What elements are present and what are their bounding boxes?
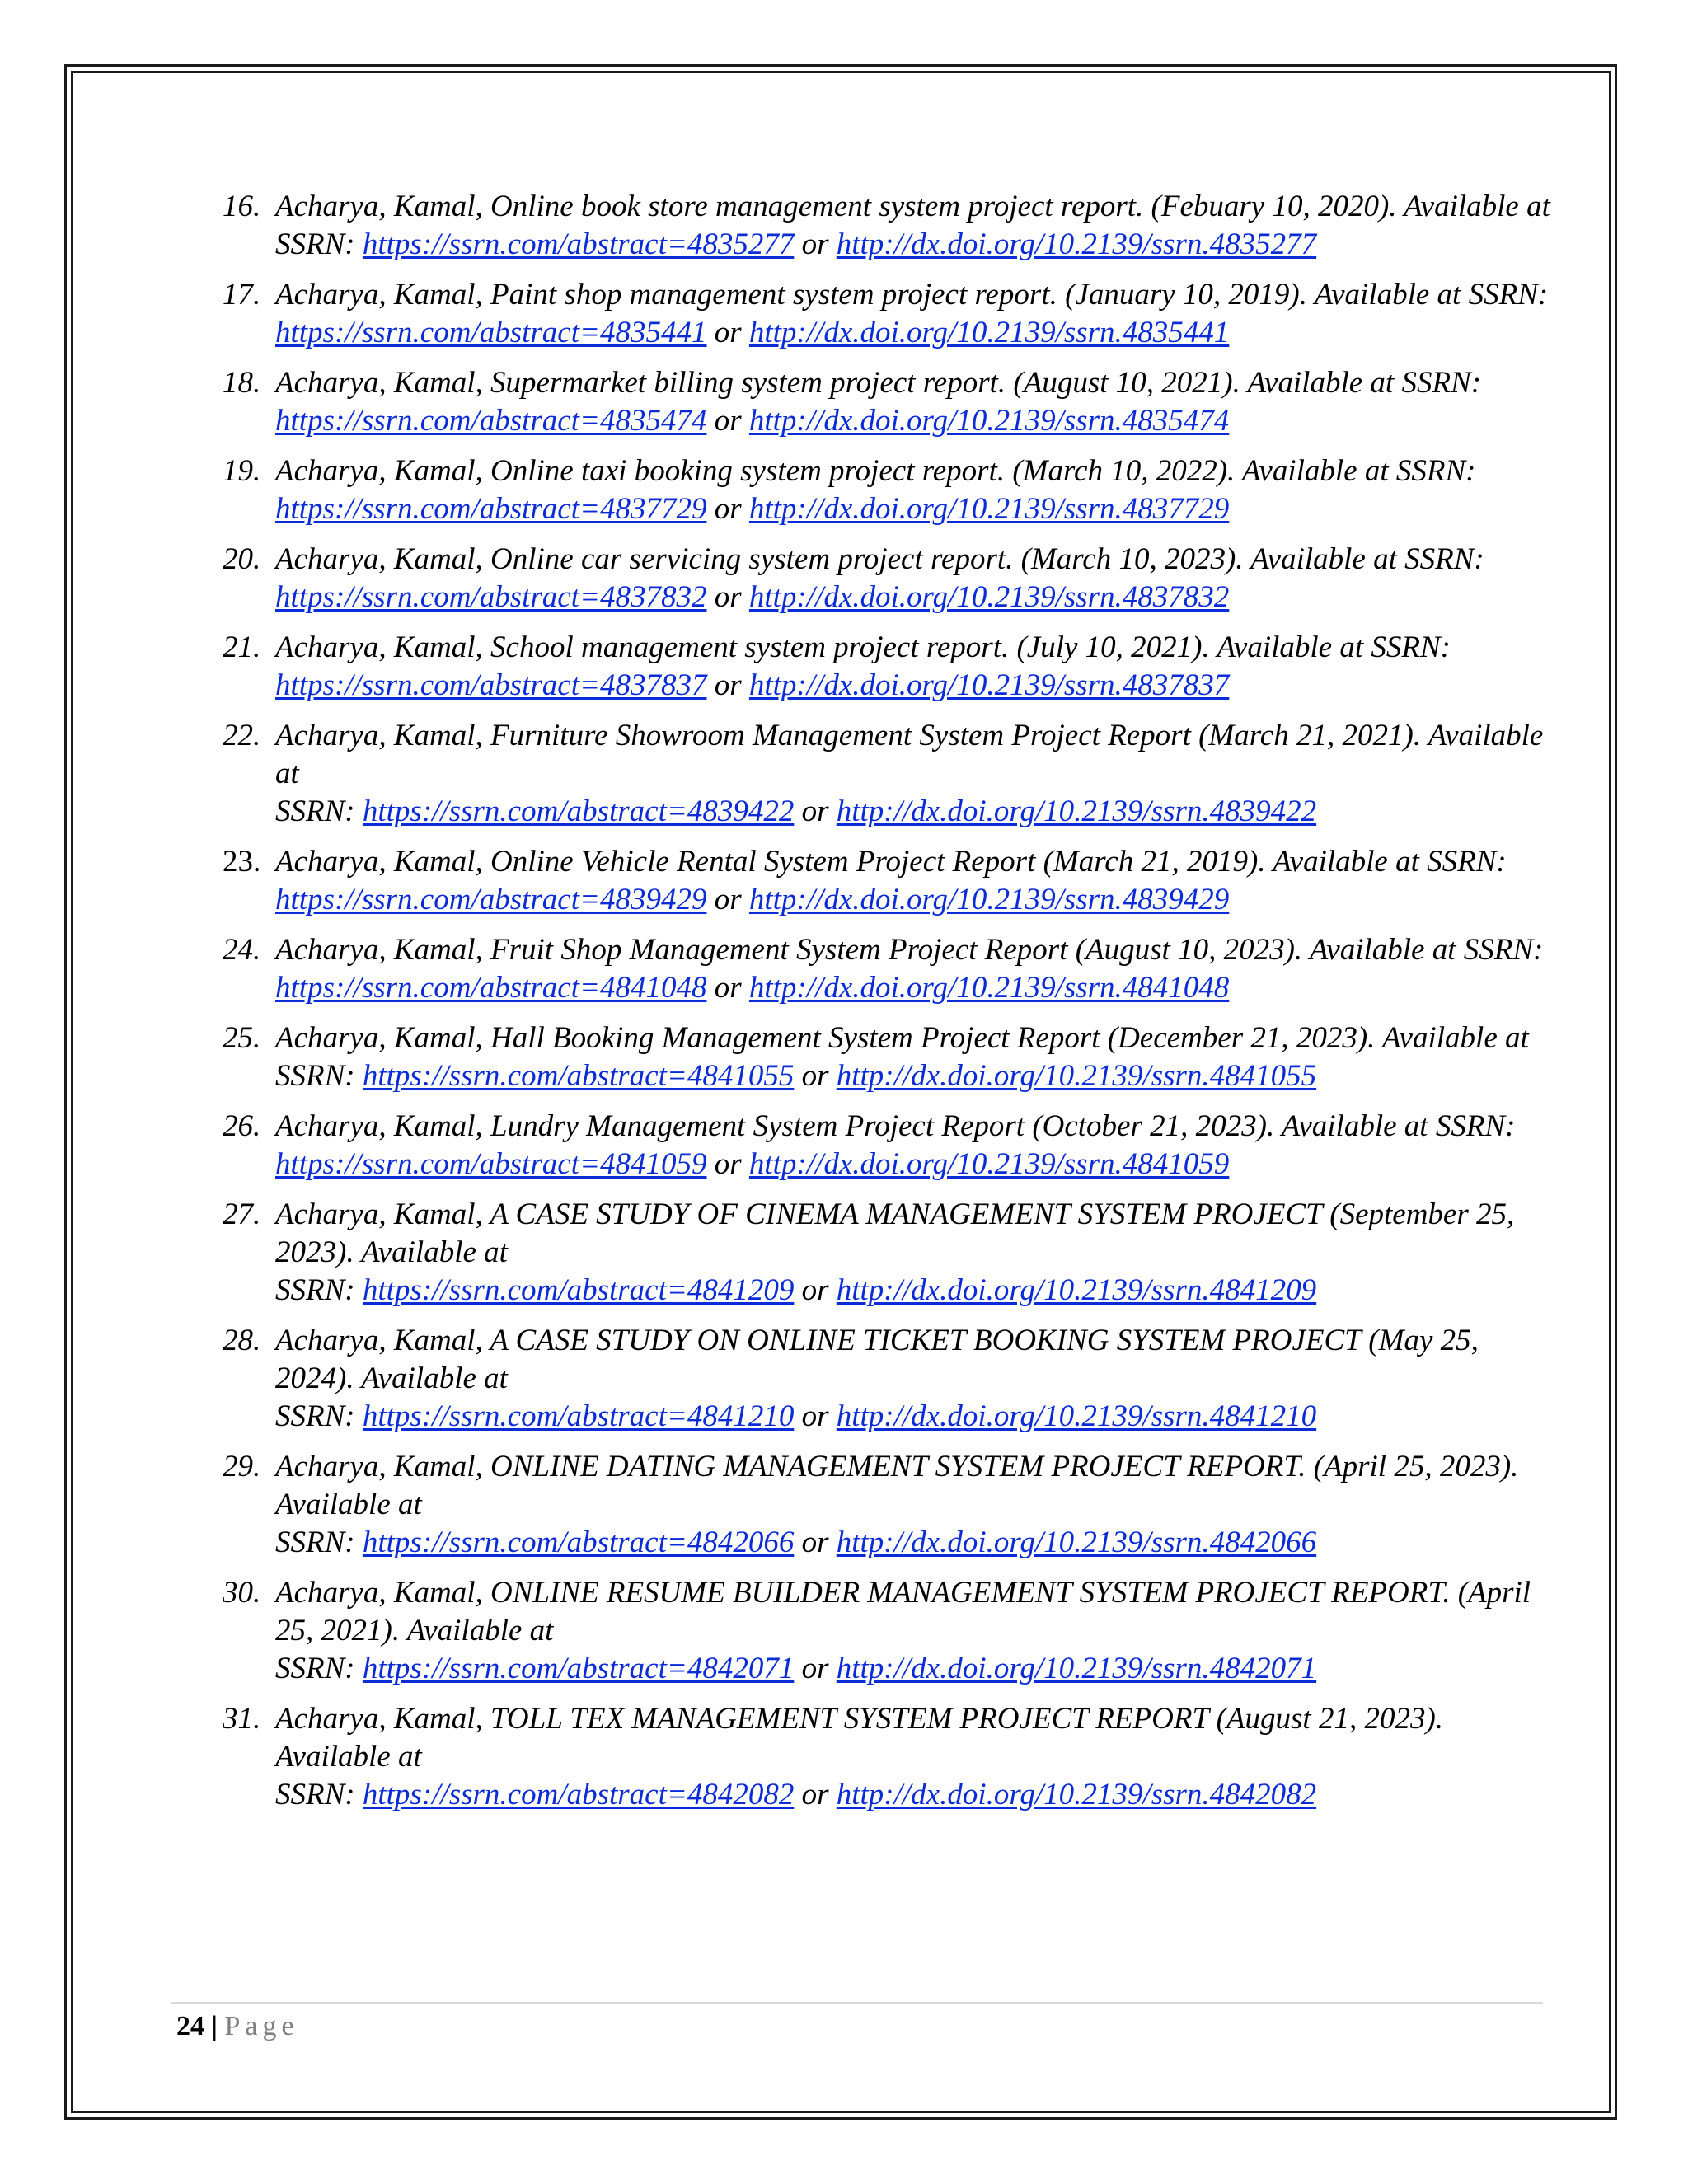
reference-ssrn-label: SSRN: <box>1428 1109 1516 1143</box>
doi-link[interactable]: http://dx.doi.org/10.2139/ssrn.4835474 <box>748 404 1230 438</box>
page-footer <box>176 2008 299 2045</box>
reference-citation: Acharya, Kamal, Hall Booking Management System Project Report (December 21, 2023). Available at <box>275 1021 1529 1055</box>
reference-ssrn-label: SSRN: <box>1396 542 1484 576</box>
reference-citation: Acharya, Kamal, Online car servicing system project report. (March 10, 2023). Available at <box>275 542 1397 576</box>
reference-or: or <box>706 316 749 349</box>
reference-number: 18. <box>223 366 261 400</box>
reference-ssrn-label: SSRN: <box>275 1059 363 1093</box>
reference-citation: Acharya, Kamal, Lundry Management System Project Report (October 21, 2023). Available at <box>275 1109 1428 1143</box>
doi-link[interactable]: http://dx.doi.org/10.2139/ssrn.4841059 <box>748 1147 1230 1181</box>
reference-item <box>223 931 1558 1007</box>
ssrn-link[interactable]: https://ssrn.com/abstract=4837729 <box>275 492 707 526</box>
reference-citation: Acharya, Kamal, Online book store management system project report. (Febuary 10, 2020). Available at <box>275 190 1550 223</box>
ssrn-link[interactable]: https://ssrn.com/abstract=4841209 <box>362 1273 795 1307</box>
doi-link[interactable]: http://dx.doi.org/10.2139/ssrn.4839422 <box>836 794 1317 828</box>
reference-citation: Acharya, Kamal, Fruit Shop Management System Project Report (August 10, 2023). Available at <box>275 933 1456 967</box>
ssrn-link[interactable]: https://ssrn.com/abstract=4839422 <box>362 794 795 828</box>
ssrn-link[interactable]: https://ssrn.com/abstract=4835441 <box>275 316 707 349</box>
reference-citation: Acharya, Kamal, A CASE STUDY OF CINEMA MANAGEMENT SYSTEM PROJECT (September 25, 2023). Available at <box>275 1197 1515 1269</box>
doi-link[interactable]: http://dx.doi.org/10.2139/ssrn.4842066 <box>836 1526 1317 1559</box>
reference-or: or <box>706 580 749 614</box>
reference-item <box>223 1019 1558 1095</box>
footer-separator: | <box>211 2011 218 2041</box>
reference-number: 17. <box>223 278 261 312</box>
reference-item <box>223 276 1558 352</box>
reference-item <box>223 1196 1558 1310</box>
reference-or: or <box>794 227 837 261</box>
doi-link[interactable]: http://dx.doi.org/10.2139/ssrn.4837832 <box>748 580 1230 614</box>
reference-or: or <box>794 1526 837 1559</box>
reference-or: or <box>706 1147 749 1181</box>
reference-number: 19. <box>223 454 261 488</box>
reference-or: or <box>794 1778 837 1811</box>
reference-item <box>223 1700 1558 1814</box>
reference-ssrn-label: SSRN: <box>275 794 363 828</box>
reference-item <box>223 452 1558 528</box>
doi-link[interactable]: http://dx.doi.org/10.2139/ssrn.4841048 <box>748 971 1230 1005</box>
doi-link[interactable]: http://dx.doi.org/10.2139/ssrn.4839429 <box>748 883 1230 916</box>
reference-ssrn-label: SSRN: <box>1394 366 1482 400</box>
reference-ssrn-label: SSRN: <box>275 1399 363 1433</box>
reference-item <box>223 364 1558 440</box>
doi-link[interactable]: http://dx.doi.org/10.2139/ssrn.4842082 <box>836 1778 1317 1811</box>
reference-or: or <box>794 1059 837 1093</box>
reference-list <box>223 188 1558 1826</box>
reference-item <box>223 1574 1558 1688</box>
reference-citation: Acharya, Kamal, Furniture Showroom Management System Project Report (March 21, 2021). Available at <box>275 719 1544 790</box>
doi-link[interactable]: http://dx.doi.org/10.2139/ssrn.4841210 <box>836 1399 1317 1433</box>
reference-or: or <box>706 668 749 702</box>
reference-citation: Acharya, Kamal, School management system project report. (July 10, 2021). Available at <box>275 630 1364 664</box>
ssrn-link[interactable]: https://ssrn.com/abstract=4841048 <box>275 971 707 1005</box>
reference-number: 25. <box>223 1021 261 1055</box>
reference-ssrn-label: SSRN: <box>275 1273 363 1307</box>
reference-or: or <box>794 1652 837 1685</box>
reference-ssrn-label: SSRN: <box>275 227 363 261</box>
reference-citation: Acharya, Kamal, Online Vehicle Rental System Project Report (March 21, 2019). Available at <box>275 845 1419 879</box>
reference-ssrn-label: SSRN: <box>1418 845 1507 879</box>
doi-link[interactable]: http://dx.doi.org/10.2139/ssrn.4837729 <box>748 492 1230 526</box>
ssrn-link[interactable]: https://ssrn.com/abstract=4839429 <box>275 883 707 916</box>
reference-number: 29. <box>223 1450 261 1483</box>
reference-ssrn-label: SSRN: <box>1461 278 1549 312</box>
reference-number: 16. <box>223 190 261 223</box>
footer-divider <box>171 2002 1543 2004</box>
doi-link[interactable]: http://dx.doi.org/10.2139/ssrn.4842071 <box>836 1652 1317 1685</box>
reference-citation: Acharya, Kamal, A CASE STUDY ON ONLINE TICKET BOOKING SYSTEM PROJECT (May 25, 2024). Available at <box>275 1324 1479 1395</box>
ssrn-link[interactable]: https://ssrn.com/abstract=4835474 <box>275 404 707 438</box>
reference-citation: Acharya, Kamal, ONLINE DATING MANAGEMENT SYSTEM PROJECT REPORT. (April 25, 2023). Available at <box>275 1450 1519 1521</box>
doi-link[interactable]: http://dx.doi.org/10.2139/ssrn.4835441 <box>748 316 1230 349</box>
reference-or: or <box>794 794 837 828</box>
reference-ssrn-label: SSRN: <box>275 1778 363 1811</box>
doi-link[interactable]: http://dx.doi.org/10.2139/ssrn.4841055 <box>836 1059 1317 1093</box>
reference-number: 21. <box>223 630 261 664</box>
reference-number: 27. <box>223 1197 261 1231</box>
ssrn-link[interactable]: https://ssrn.com/abstract=4835277 <box>362 227 795 261</box>
reference-ssrn-label: SSRN: <box>1363 630 1451 664</box>
reference-number: 22. <box>223 719 261 752</box>
ssrn-link[interactable]: https://ssrn.com/abstract=4842066 <box>362 1526 795 1559</box>
ssrn-link[interactable]: https://ssrn.com/abstract=4841210 <box>362 1399 795 1433</box>
reference-citation: Acharya, Kamal, TOLL TEX MANAGEMENT SYSTEM PROJECT REPORT (August 21, 2023). Available at <box>275 1702 1444 1774</box>
reference-number: 31. <box>223 1702 261 1736</box>
doi-link[interactable]: http://dx.doi.org/10.2139/ssrn.4835277 <box>836 227 1317 261</box>
reference-number: 28. <box>223 1324 261 1357</box>
reference-number: 23. <box>223 845 261 879</box>
ssrn-link[interactable]: https://ssrn.com/abstract=4837832 <box>275 580 707 614</box>
reference-ssrn-label: SSRN: <box>275 1652 363 1685</box>
reference-or: or <box>706 883 749 916</box>
reference-number: 30. <box>223 1576 261 1610</box>
reference-number: 24. <box>223 933 261 967</box>
reference-item <box>223 541 1558 616</box>
reference-number: 20. <box>223 542 261 576</box>
reference-item <box>223 1322 1558 1436</box>
reference-ssrn-label: SSRN: <box>1388 454 1476 488</box>
reference-item <box>223 629 1558 705</box>
page-label: Page <box>224 2011 299 2041</box>
reference-or: or <box>794 1399 837 1433</box>
ssrn-link[interactable]: https://ssrn.com/abstract=4842071 <box>362 1652 795 1685</box>
reference-item <box>223 717 1558 831</box>
ssrn-link[interactable]: https://ssrn.com/abstract=4837837 <box>275 668 707 702</box>
reference-item <box>223 188 1558 264</box>
reference-citation: Acharya, Kamal, Online taxi booking system project report. (March 10, 2022). Available at <box>275 454 1389 488</box>
reference-citation: Acharya, Kamal, Supermarket billing system project report. (August 10, 2021). Available at <box>275 366 1395 400</box>
reference-or: or <box>706 971 749 1005</box>
reference-or: or <box>706 404 749 438</box>
reference-item <box>223 1448 1558 1562</box>
ssrn-link[interactable]: https://ssrn.com/abstract=4842082 <box>362 1778 795 1811</box>
ssrn-link[interactable]: https://ssrn.com/abstract=4841059 <box>275 1147 707 1181</box>
reference-ssrn-label: SSRN: <box>275 1526 363 1559</box>
reference-citation: Acharya, Kamal, Paint shop management system project report. (January 10, 2019). Available at <box>275 278 1461 312</box>
page-number: 24 <box>176 2011 204 2041</box>
reference-citation: Acharya, Kamal, ONLINE RESUME BUILDER MANAGEMENT SYSTEM PROJECT REPORT. (April 25, 2021). Available at <box>275 1576 1531 1647</box>
ssrn-link[interactable]: https://ssrn.com/abstract=4841055 <box>362 1059 795 1093</box>
reference-ssrn-label: SSRN: <box>1456 933 1544 967</box>
doi-link[interactable]: http://dx.doi.org/10.2139/ssrn.4841209 <box>836 1273 1317 1307</box>
reference-or: or <box>794 1273 837 1307</box>
doi-link[interactable]: http://dx.doi.org/10.2139/ssrn.4837837 <box>748 668 1230 702</box>
reference-item <box>223 843 1558 919</box>
reference-item <box>223 1108 1558 1183</box>
reference-or: or <box>706 492 749 526</box>
reference-number: 26. <box>223 1109 261 1143</box>
